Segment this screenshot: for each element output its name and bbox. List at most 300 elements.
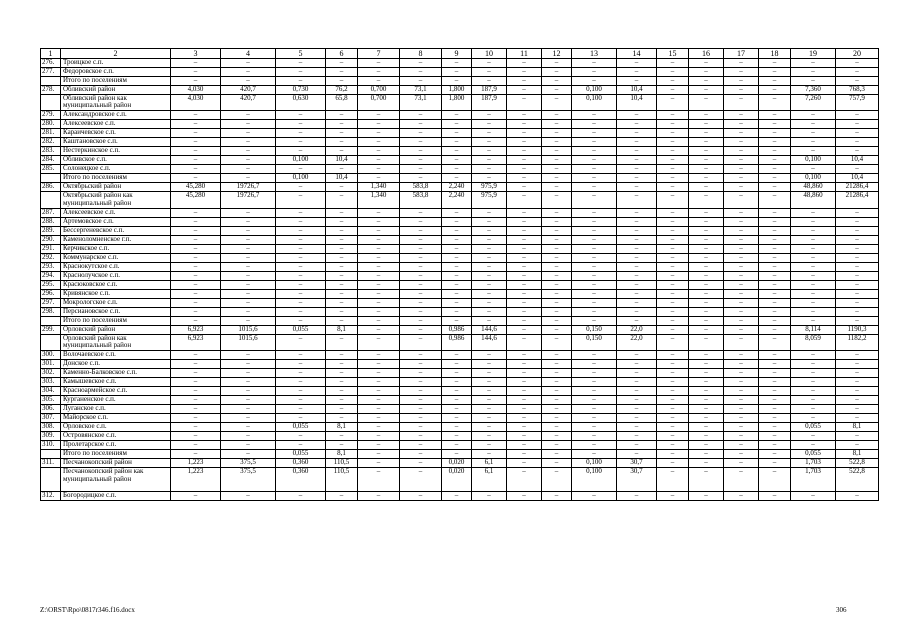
- row-value: –: [171, 378, 221, 387]
- row-value: –: [326, 271, 358, 280]
- row-value: –: [724, 77, 759, 86]
- row-value: –: [507, 138, 542, 147]
- row-value: 375,5: [221, 468, 276, 492]
- row-value: –: [507, 77, 542, 86]
- row-value: –: [791, 138, 836, 147]
- row-value: –: [724, 192, 759, 208]
- row-value: –: [724, 414, 759, 423]
- row-value: –: [836, 262, 879, 271]
- row-value: –: [836, 289, 879, 298]
- table-row: [41, 235, 879, 244]
- row-value: –: [724, 147, 759, 156]
- row-name: Песчанокопский район: [61, 459, 171, 468]
- row-value: –: [689, 441, 724, 450]
- row-value: –: [724, 468, 759, 492]
- row-value: –: [221, 165, 276, 174]
- row-value: 8,114: [791, 325, 836, 334]
- row-value: –: [542, 253, 572, 262]
- row-name: Бессергеневское с.п.: [61, 226, 171, 235]
- row-value: –: [759, 156, 791, 165]
- row-number: 283.: [41, 147, 61, 156]
- row-value: –: [507, 491, 542, 500]
- row-value: –: [442, 217, 472, 226]
- row-value: –: [759, 147, 791, 156]
- table-row: [41, 174, 879, 183]
- row-name: Каштановское с.п.: [61, 138, 171, 147]
- row-value: –: [657, 174, 689, 183]
- row-value: –: [617, 192, 657, 208]
- row-value: –: [400, 129, 442, 138]
- row-number: 300.: [41, 351, 61, 360]
- row-value: –: [542, 165, 572, 174]
- row-value: –: [759, 208, 791, 217]
- row-value: –: [759, 351, 791, 360]
- row-value: –: [836, 491, 879, 500]
- row-value: –: [276, 491, 326, 500]
- row-value: –: [221, 253, 276, 262]
- row-value: 8,1: [836, 450, 879, 459]
- row-value: –: [657, 396, 689, 405]
- row-value: –: [400, 68, 442, 77]
- row-value: –: [617, 432, 657, 441]
- row-value: –: [791, 208, 836, 217]
- row-name: Итого по поселениям: [61, 450, 171, 459]
- table-row: [41, 414, 879, 423]
- row-value: –: [276, 165, 326, 174]
- row-name: Солонецкое с.п.: [61, 165, 171, 174]
- row-value: –: [472, 147, 507, 156]
- row-value: –: [617, 217, 657, 226]
- row-number: 312.: [41, 491, 61, 500]
- row-value: –: [171, 208, 221, 217]
- row-value: –: [507, 414, 542, 423]
- row-value: –: [171, 280, 221, 289]
- row-value: –: [400, 369, 442, 378]
- row-value: –: [221, 396, 276, 405]
- row-value: –: [572, 59, 617, 68]
- row-value: 757,9: [836, 95, 879, 111]
- row-value: –: [472, 378, 507, 387]
- row-value: –: [791, 387, 836, 396]
- row-number: 299.: [41, 325, 61, 334]
- row-value: –: [572, 262, 617, 271]
- row-value: –: [759, 387, 791, 396]
- row-value: –: [276, 77, 326, 86]
- row-value: –: [171, 289, 221, 298]
- table-row: [41, 147, 879, 156]
- row-value: –: [791, 235, 836, 244]
- row-value: –: [507, 95, 542, 111]
- row-value: –: [689, 325, 724, 334]
- row-value: –: [358, 147, 400, 156]
- row-value: –: [724, 271, 759, 280]
- row-value: –: [542, 86, 572, 95]
- row-value: 144,6: [472, 334, 507, 350]
- row-value: –: [472, 387, 507, 396]
- table-row: [41, 111, 879, 120]
- row-value: –: [657, 491, 689, 500]
- row-value: –: [400, 77, 442, 86]
- row-value: –: [276, 414, 326, 423]
- row-value: –: [276, 120, 326, 129]
- row-value: –: [442, 396, 472, 405]
- row-value: –: [326, 262, 358, 271]
- row-value: 420,7: [221, 95, 276, 111]
- row-value: –: [657, 289, 689, 298]
- row-value: –: [791, 307, 836, 316]
- row-value: –: [542, 360, 572, 369]
- row-value: –: [442, 316, 472, 325]
- row-value: –: [221, 174, 276, 183]
- row-value: –: [171, 491, 221, 500]
- row-value: –: [836, 217, 879, 226]
- row-value: –: [326, 129, 358, 138]
- row-value: –: [572, 396, 617, 405]
- row-value: –: [171, 262, 221, 271]
- row-value: –: [276, 192, 326, 208]
- row-value: –: [442, 450, 472, 459]
- row-value: –: [724, 217, 759, 226]
- row-value: –: [472, 491, 507, 500]
- table-row: [41, 450, 879, 459]
- table-row: [41, 208, 879, 217]
- row-name: Обливский район: [61, 86, 171, 95]
- row-value: –: [759, 405, 791, 414]
- row-value: –: [657, 271, 689, 280]
- row-value: –: [689, 360, 724, 369]
- row-value: –: [400, 334, 442, 350]
- row-value: –: [507, 244, 542, 253]
- row-value: 0,700: [358, 95, 400, 111]
- row-value: –: [358, 138, 400, 147]
- row-value: –: [400, 165, 442, 174]
- row-value: 1190,3: [836, 325, 879, 334]
- row-name: Богородицкое с.п.: [61, 491, 171, 500]
- row-value: –: [572, 120, 617, 129]
- column-header: 17: [724, 49, 759, 59]
- row-value: –: [657, 244, 689, 253]
- row-value: –: [472, 235, 507, 244]
- row-value: –: [221, 280, 276, 289]
- row-value: –: [326, 59, 358, 68]
- row-name: Обливское с.п.: [61, 156, 171, 165]
- row-value: –: [171, 450, 221, 459]
- row-value: –: [221, 271, 276, 280]
- column-header: 6: [326, 49, 358, 59]
- row-value: –: [221, 59, 276, 68]
- row-value: –: [724, 307, 759, 316]
- row-value: –: [791, 396, 836, 405]
- row-value: –: [472, 174, 507, 183]
- row-value: –: [617, 450, 657, 459]
- row-value: –: [276, 307, 326, 316]
- row-value: –: [472, 414, 507, 423]
- row-value: –: [358, 414, 400, 423]
- row-number: 278.: [41, 86, 61, 95]
- row-value: –: [326, 226, 358, 235]
- row-value: –: [617, 111, 657, 120]
- row-value: 0,360: [276, 468, 326, 492]
- row-value: –: [724, 432, 759, 441]
- row-value: –: [791, 432, 836, 441]
- table-row: [41, 138, 879, 147]
- row-value: –: [400, 459, 442, 468]
- row-value: –: [689, 405, 724, 414]
- row-value: –: [791, 414, 836, 423]
- row-value: 1182,2: [836, 334, 879, 350]
- row-value: –: [276, 289, 326, 298]
- row-value: –: [171, 360, 221, 369]
- row-value: –: [724, 226, 759, 235]
- row-value: –: [791, 244, 836, 253]
- row-name: Обливский район как муниципальный район: [61, 95, 171, 111]
- row-value: –: [657, 280, 689, 289]
- row-value: –: [572, 271, 617, 280]
- row-value: –: [542, 262, 572, 271]
- row-value: –: [472, 217, 507, 226]
- row-value: –: [759, 369, 791, 378]
- column-header: 5: [276, 49, 326, 59]
- table-row: [41, 217, 879, 226]
- row-value: –: [171, 129, 221, 138]
- row-value: –: [724, 262, 759, 271]
- row-value: –: [689, 174, 724, 183]
- row-value: 0,055: [276, 450, 326, 459]
- row-value: –: [791, 59, 836, 68]
- row-value: –: [358, 280, 400, 289]
- row-value: –: [358, 369, 400, 378]
- row-value: –: [617, 68, 657, 77]
- row-value: –: [442, 307, 472, 316]
- row-value: –: [759, 59, 791, 68]
- row-name: Майорское с.п.: [61, 414, 171, 423]
- row-value: –: [759, 174, 791, 183]
- row-value: –: [759, 271, 791, 280]
- row-value: –: [759, 226, 791, 235]
- row-value: –: [542, 208, 572, 217]
- row-value: 7,260: [791, 95, 836, 111]
- table-row: [41, 165, 879, 174]
- row-value: –: [542, 289, 572, 298]
- column-header: 20: [836, 49, 879, 59]
- row-value: –: [472, 280, 507, 289]
- row-number: 303.: [41, 378, 61, 387]
- row-value: –: [689, 226, 724, 235]
- row-value: –: [442, 423, 472, 432]
- row-value: –: [791, 289, 836, 298]
- row-value: –: [572, 441, 617, 450]
- row-value: –: [326, 111, 358, 120]
- row-value: –: [617, 244, 657, 253]
- column-header: 16: [689, 49, 724, 59]
- row-name: Курганенское с.п.: [61, 396, 171, 405]
- row-value: 21286,4: [836, 183, 879, 192]
- row-value: –: [221, 441, 276, 450]
- row-value: –: [400, 387, 442, 396]
- row-value: –: [572, 405, 617, 414]
- row-value: –: [507, 441, 542, 450]
- row-value: –: [657, 423, 689, 432]
- table-row: [41, 280, 879, 289]
- row-value: –: [400, 235, 442, 244]
- column-header: 19: [791, 49, 836, 59]
- row-value: –: [326, 298, 358, 307]
- row-value: –: [572, 183, 617, 192]
- row-value: –: [572, 77, 617, 86]
- row-value: –: [507, 147, 542, 156]
- row-value: –: [542, 244, 572, 253]
- table-row: [41, 396, 879, 405]
- row-value: –: [542, 351, 572, 360]
- row-value: –: [657, 369, 689, 378]
- row-value: –: [400, 156, 442, 165]
- row-value: –: [326, 360, 358, 369]
- row-number: [41, 192, 61, 208]
- row-value: –: [836, 405, 879, 414]
- row-value: 4,030: [171, 86, 221, 95]
- row-value: –: [542, 423, 572, 432]
- row-value: –: [171, 77, 221, 86]
- row-value: 187,9: [472, 95, 507, 111]
- row-value: –: [171, 244, 221, 253]
- row-value: 522,8: [836, 459, 879, 468]
- row-value: –: [657, 183, 689, 192]
- row-value: –: [689, 369, 724, 378]
- row-number: 289.: [41, 226, 61, 235]
- row-value: –: [442, 360, 472, 369]
- column-header: 13: [572, 49, 617, 59]
- row-value: –: [276, 441, 326, 450]
- row-name: Островянское с.п.: [61, 432, 171, 441]
- row-value: –: [472, 156, 507, 165]
- row-value: –: [358, 156, 400, 165]
- row-name: Артемовское с.п.: [61, 217, 171, 226]
- row-value: –: [724, 174, 759, 183]
- row-value: –: [472, 244, 507, 253]
- row-value: –: [572, 432, 617, 441]
- row-value: 10,4: [836, 156, 879, 165]
- row-value: –: [791, 316, 836, 325]
- row-value: –: [836, 432, 879, 441]
- row-value: 10,4: [326, 174, 358, 183]
- row-value: –: [358, 459, 400, 468]
- row-value: –: [759, 289, 791, 298]
- row-value: –: [400, 414, 442, 423]
- row-value: –: [400, 405, 442, 414]
- row-value: –: [442, 271, 472, 280]
- row-value: –: [759, 129, 791, 138]
- row-name: Итого по поселениям: [61, 174, 171, 183]
- row-value: –: [689, 396, 724, 405]
- row-value: –: [759, 280, 791, 289]
- row-value: –: [358, 405, 400, 414]
- row-value: –: [791, 147, 836, 156]
- row-value: –: [791, 120, 836, 129]
- row-value: –: [759, 307, 791, 316]
- row-value: –: [759, 459, 791, 468]
- row-value: –: [617, 120, 657, 129]
- row-value: –: [542, 405, 572, 414]
- row-value: –: [221, 423, 276, 432]
- row-value: –: [442, 405, 472, 414]
- column-header: 11: [507, 49, 542, 59]
- row-value: –: [724, 156, 759, 165]
- row-name: Каменоломненское г.п.: [61, 235, 171, 244]
- row-value: –: [836, 351, 879, 360]
- row-value: –: [507, 86, 542, 95]
- row-value: 0,100: [572, 468, 617, 492]
- row-value: –: [507, 217, 542, 226]
- row-value: –: [171, 217, 221, 226]
- row-value: –: [542, 183, 572, 192]
- row-value: –: [617, 298, 657, 307]
- table-row: [41, 156, 879, 165]
- table-row: [41, 405, 879, 414]
- row-value: –: [617, 226, 657, 235]
- row-value: –: [472, 77, 507, 86]
- row-value: –: [689, 468, 724, 492]
- row-value: –: [791, 77, 836, 86]
- table-header-row: [41, 49, 879, 59]
- row-name: Волочаевское с.п.: [61, 351, 171, 360]
- row-value: –: [221, 378, 276, 387]
- row-value: –: [657, 360, 689, 369]
- row-value: –: [326, 165, 358, 174]
- row-value: –: [724, 253, 759, 262]
- row-value: –: [507, 192, 542, 208]
- row-value: –: [507, 360, 542, 369]
- row-value: –: [759, 468, 791, 492]
- row-value: –: [276, 68, 326, 77]
- row-value: 144,6: [472, 325, 507, 334]
- row-value: –: [572, 378, 617, 387]
- row-value: –: [358, 360, 400, 369]
- row-value: –: [171, 423, 221, 432]
- row-value: –: [472, 351, 507, 360]
- table-row: [41, 244, 879, 253]
- row-value: –: [472, 316, 507, 325]
- row-value: –: [724, 378, 759, 387]
- row-value: –: [542, 378, 572, 387]
- row-value: –: [724, 280, 759, 289]
- row-value: –: [358, 378, 400, 387]
- row-value: –: [472, 450, 507, 459]
- row-value: –: [472, 59, 507, 68]
- row-value: –: [836, 387, 879, 396]
- row-value: 0,055: [276, 325, 326, 334]
- row-value: –: [572, 174, 617, 183]
- row-number: [41, 95, 61, 111]
- row-value: –: [358, 120, 400, 129]
- row-value: –: [617, 183, 657, 192]
- row-value: –: [617, 360, 657, 369]
- table-row: [41, 316, 879, 325]
- row-number: 311.: [41, 459, 61, 468]
- row-value: –: [472, 423, 507, 432]
- row-value: –: [542, 271, 572, 280]
- row-value: –: [221, 307, 276, 316]
- row-value: –: [542, 298, 572, 307]
- row-value: 0,100: [572, 95, 617, 111]
- row-value: –: [442, 351, 472, 360]
- row-value: –: [572, 165, 617, 174]
- row-value: –: [657, 316, 689, 325]
- row-number: [41, 77, 61, 86]
- data-table-container: [40, 48, 869, 501]
- row-value: –: [400, 307, 442, 316]
- row-value: –: [326, 138, 358, 147]
- row-value: –: [759, 244, 791, 253]
